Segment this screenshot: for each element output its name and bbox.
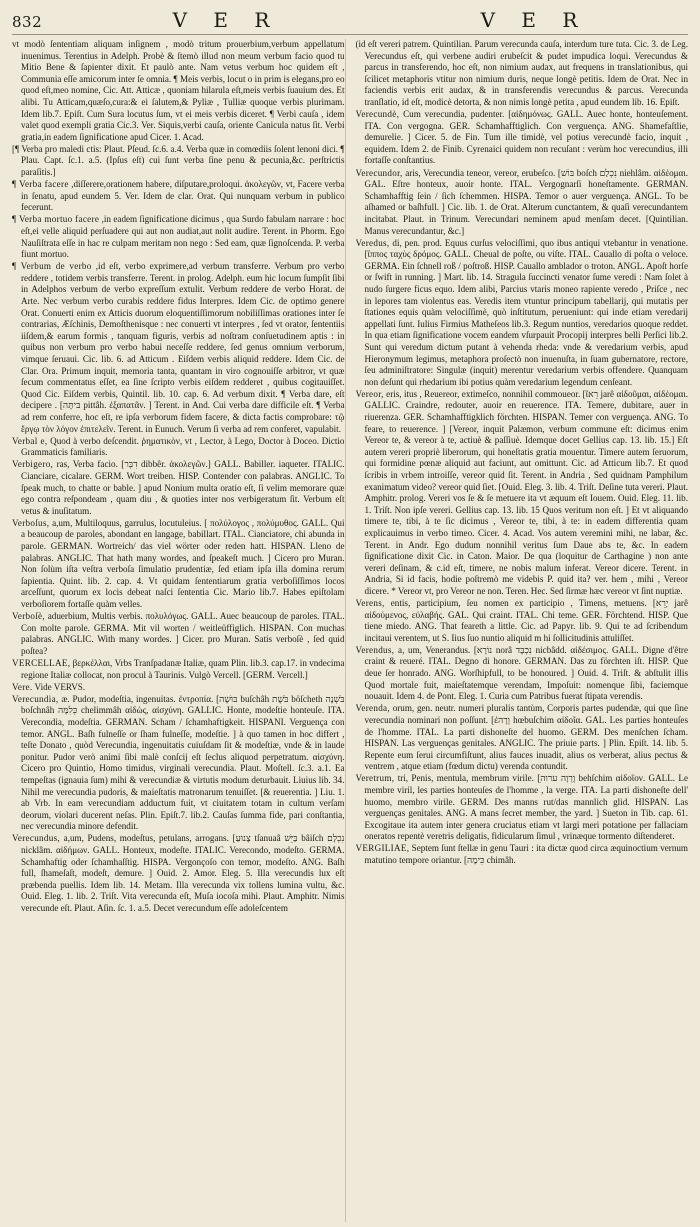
entry-body: a,um, Pudens, modeſtus, petulans, arrogans. [צָנוּעַ tſanuaâ בַּיֵּשׁ bâiſch נִכְלָם nicklâm. αἰδήμων. GALL. Honteux, modeſte. ITALIC. Verecondo, modeſto. GERMA. Schamhaftig oder ſchamhaſſtig. HISPA. Vergonçoſo con temor, modeſto. ANG. Baſh full, ſhameſaſt, modeſt, demure. ] Ouid. 2. Amor. Eleg. 5. Illa verecundis lux eſt præbenda puellis. Idem lib. 14. Metam. Illa verecunda vix tollens lumina vultu, &c. Ouid. Eleg. 1. lib. 2. Triſt. Vita verecunda eſt, Muſa iocoſa mihi. Plaut. Amphitr. Nimis verecunde eſt. Plaut. Aſin. ſc. 1. a.5. Decet verecundum eſſe adoleſcentem xyxy=(21,833,345,913)
page-number: 832 xyxy=(12,13,43,31)
dictionary-entry xyxy=(12,436,345,459)
running-head-right: V E R xyxy=(480,8,588,32)
dictionary-entry xyxy=(12,518,345,611)
entry-body: a, um, Venerandus. [נוֹרָא norâ נִכְבָּד nicbâdd. αἰδέσιμος. GALL. Digne d'être craint & reueré. ITAL. Degno di honore. GERMAN. Das zu förchten iſt. HISP. Que deue ſer honrado. ANG. Worſhipfull, to be honoured. ] Ouid. 4. Triſt. & abſtulit illis Quod mortale fuit, maieſtatemque verendam, Impoſuit: nomenque ſibi, faciemque nouauit. Idem 4. de Pont. Eleg. 1. Curia cum Patribus fuerat ſtipata verendis. xyxy=(364,644,688,702)
dictionary-entry xyxy=(12,682,345,694)
entry-headword: Verbal e, xyxy=(12,435,48,446)
dictionary-entry xyxy=(12,261,345,435)
dictionary-entry xyxy=(12,39,345,143)
entry-body: ras, Verba facio. [דִבְּר dibbêr. ἀκολεγῶν.] GALL. Babiller. iaqueter. ITALIC. Cianciare, cicalare. GERM. Wort treiben. HISP. Contender con palabras. ANGLIC. To ſpeak much, to chatte or bable. ] apud Nonium multa oratio eſt, ſi velim memorare quæ ego contra reſpondeam , quam diu , & quoties inter nos verbigeratum ſit. Verbum eſt vetus & inuſitatum. xyxy=(21,459,345,516)
dictionary-entry xyxy=(356,168,689,238)
left-column xyxy=(12,39,346,1222)
entry-headword: Verboſè, xyxy=(12,611,45,622)
entry-headword: Verboſus, xyxy=(12,517,50,528)
entry-headword: Vereor, xyxy=(355,388,384,399)
entry-headword: Verecundus, xyxy=(12,833,60,844)
entry-body: aduerbium, Multis verbis. πολυλόγως. GALL. Auec beaucoup de paroles. ITAL. Con molte parole. GERMA. Mit vil worten / weitleüffiglich. HISPAN. Con muchas palabras. ANGLIC. With many wordes. ] Cicer. pro Muran. Satis verboſè , ſed quid poſtea? xyxy=(21,611,345,656)
dictionary-entry xyxy=(356,389,689,598)
entry-body: ,diſſerere,orationem habere, diſputare,proloqui. ἀκολεγῶν, vt, Facere verba in ſenatu, apud eundem 5. Ver. Idem de clar. Orat. Qui nunquam verbum in publico fecerunt. xyxy=(21,179,345,213)
running-head-left: V E R xyxy=(172,8,280,32)
dictionary-entry xyxy=(12,833,345,914)
entry-body: di, pen. prod. Equus curſus velociſſimi, quo ibus antiqui vtebantur in venatione. [ἵππος ταχὺς δρόμος. GALL. Cheual de poſte, ou viſte. ITAL. Cauallo di poſta o veloce. GERMA. Ein ſchnell roß / poſtroß. HISP. Cauallo amblador o troton. ANGL. Apoſt horſe or ſwift in running. ] Mart. lib. 14. Stragula ſuccincti venator ſume veredi : Nam ſolet à nudo ſurgere ficus equo. Idem alibi, Parcius vtaris moneo rapiente veredo , Priſce , nec in lepores tam violentus eas. Veredis item vtuntur principum tabellarij, qui mutatis per ſtationes equis quàm velociſſimè, quò inſtitutum, perueniunt: qui inde etiam veredarij appellati ſunt. Iulius Firmius Matheſeos lib.3. Regum nuntios, veredarios quoque reddet. In qua etiam ſignificatione vocem eandem vſurpauit Procopij interpres belli Perſici lib.2. Sunt qui veredum dictum putant à vehenda rheda: vnde & veredarium verbis, apud Hieronymum legimus, metaphora proſectò non inuenuſta, in ſuam gubernatore, rectore, ſeu adminiſtratore: Singulæ (inquit) merentur veredarium verbis offendere. Quanquam non deſunt qui rhedarium ibi potius quàm veredarium legendum cenſeant. xyxy=(364,237,688,387)
entry-headword: ¶ Verba mortuo facere xyxy=(12,214,100,225)
dictionary-entry xyxy=(356,598,689,644)
dictionary-entry xyxy=(12,144,345,179)
entry-body: entis, participium, ſeu nomen ex participio , Timens, metuens. [יָרֵא jarê αἰδούμενος, εὐλαβής. GAL. Qui craint. ITAL. Chi teme. GER. Förchtend. HISP. Que tiene miedo. ANG. That feareth a little. Cic. ad Papyr. lib. 9. Qui te ad ſcribendum incitaui verentem, ut S. Iius ſuo nuntio aliquid m hi ſollicitudinis attuliſſet. xyxy=(364,598,688,643)
entry-body: æ. Pudor, modeſtia, ingenuitas. ἐντροπία. [בּוּשָׁה buſchâh בֹּשֶׁת böſcheth בֹּשְׁנָה boſchnâh כְּלִמָּה chelimmâh αἰδὼς, αἰσχύνη. GALLIC. Honte, modeſtie honteuſe. ITA. Verecondia, modeſtia. GERMAN. Scham / ſchamhaftigkeit. HISPANI. Verguença con temor. ANGL. Baſh fulneſſe or ſham fulneſſe, modeſtie. ] à quo tamen in hoc differt , teſte Donato , quòd Verecundia, ingenuitatis cuiuſdam ſit & modeſtiæ, vnde & in laude ponitur. Pudor verò animi ſibi malè conſcij eſt ſeclus aliquod perpetratum. αἰσχύνη. Cicero pro Quintio, Homo timidus, virginali verecundia. Plaut. Moſtell. ſc.3. a.1. Ea tempeſtas (ignauia ſum) mihi & verecundiæ & virtutis modum deturbauit. Liuius lib. 34. Nihil me verecundia pudoris, & maieſtatis matronarum tenuiſſet. [& reuerentia. ] Liu. 1. ab Vrb. In eam verecundiam adductum fuit, vt ciuitatem totam in cultum verſam deorum, violari ducerent neſas. Plin. Epiſt.7. lib.2. Cauſas ſumma fide, pari conſtantia, nec verecundia minore defendit. xyxy=(21,693,345,832)
dictionary-entry xyxy=(12,214,345,260)
dictionary-entry xyxy=(356,238,689,389)
text-columns xyxy=(12,39,688,1222)
entry-headword: Verenda, xyxy=(355,703,390,714)
entry-body: aris, Verecundia teneor, vereor, erubeſco. [בּוֹשׁ boſch נִכְלַם niehlâm. αἰδέομαι. GAL. Eſtre honteux, auoir honte. ITAL. Vergognarſi honeſtamente. GERMAN. Schamhafftig ſein / ſich ſchemmen. HISPA. Temor o auer verguença. ANGL. To be aſhamed or baſhfull. ] Cic. lib. 1. de Orat. Alterum cunctantem, & quaſi verecundantem incitabat. Plaut. in Trinum. Verecundari neminem apud menſam decet. [Quintilian. Manus verecundantur, &c.] xyxy=(364,167,688,236)
entry-headword: Verbigero, xyxy=(12,459,54,470)
entry-headword: VERCELLAE, xyxy=(12,657,71,668)
entry-body: βερκέλλαι, Vrbs Tranſpadanæ Italiæ, quam Plin. lib.3. cap.17. in vndecima regione Italiæ collocat, non procul à Taurinis. Vulgò Vercell. [GERM. Vercell.] xyxy=(21,657,345,680)
dictionary-entry xyxy=(356,703,689,773)
entry-body: [¶ Verba pro maledi ctis: Plaut. Pſeud. ſc.6. a.4. Verba quæ in comœdiis ſolent lenoni dici. ¶ Plau. Capt. ſc.1. a.5. (Ipſus eſt) cui ſunt verba ſine penu & pecunia,&c. perſtrictis paraſitis.] xyxy=(12,143,345,178)
entry-headword: Vere. xyxy=(12,681,33,692)
entry-headword: ¶ Verba facere xyxy=(12,179,69,190)
dictionary-entry xyxy=(356,109,689,167)
entry-body: Vide VERVS. xyxy=(34,681,86,692)
entry-headword: ¶ Verbum de verbo xyxy=(12,261,92,272)
entry-headword: Veredus, xyxy=(355,237,390,248)
entry-body: Quod à verbo deſcendit. ῥηματικὸν, vt , Lector, à Lego, Doctor à Doceo. Dictio Grammaticis familiaris. xyxy=(21,435,345,458)
entry-body: ,in eadem ſignificatione dicimus , qua Surdo fabulam narrare : hoc eſt,ei velle aliquid perſuadere qui aut non audiat,aut nolit audire. Terent. in Phorm. Ego Nauſiſtrata eſſe in hac re culpam meritam non nego : Sed eam, quæ ſignoſcenda. P. verba fiunt mortuo. xyxy=(21,214,345,260)
dictionary-entry xyxy=(356,773,689,843)
right-column xyxy=(356,39,689,1222)
entry-body: vt modò ſententiam aliquam inſignem , modò tritum prouerbium,verbum appellatum inuenimus. Terentius in Adelph. Probè & ſtemò illud non meum verbum facio quod tu Mitio Bene & ſapienter dixit. Et paulò ante. Nam vetus verbum hoc quidem eſt , Communia eſſe amicorum inter ſe omnia. ¶ Meis verbis, locut o in prim is elegans,pro eo quod eſt,meo nomine, Cic. Att. Atticæ , quoniam hilarula eſt,meis verbis ſuauium des. Et alibi. Tu Atticam,quæſo,cura:& ei ſalutem,& Pyliæ , Tulliæ quoque verbis plurimam. Idem lib.7. Epiſt. Cum Sura locutus ſum, vt ei meis verbis diceret. ¶ Verbi cauſa , idem valet quod exempli gratia Cic.3. Ver. Siquis,verbi cauſa, oriente Canicula natus ſit. Verbi gratia,in eadem ſignificatione apud Cicer. 1. Acad. xyxy=(12,39,345,142)
dictionary-entry xyxy=(356,645,689,703)
dictionary-entry xyxy=(12,459,345,517)
page-header xyxy=(12,8,688,35)
entry-body: ,id eſt, verbo exprimere,ad verbum transferre. Verbum pro verbo reddere , totidem verbis transferre. Terent. in prolog. Adelph. eum hic locum ſumpſit ſibi in Adelphos verbum de verbo expreſſum extulit. Verbum reddere de verbo Horat. de Arte. Nec verbum verbo curabis reddere fidus Interpres. Idem Cic. de optimo genere Orat. Conuerti enim ex Atticis duorum eloquentiſſimorum nobiliſſimas orationes inter ſe contrarias, Æſchinis, Demoſthenisque : nec conuerti vt interpres , ſed vt orator, ſententiis iiſdem,& earum formis , tanquam figuris, verbis ad noſtram conſuetudinem aptis : in quibus non verbum pro verbo habui neceſſe reddere, ſed genus omnium verborum, vimque ſeruaui. Cic. lib. 6. ad Atticum . Eiſdem verbis aliquid reddere. Idem Cic. de Clar. Ora. Primum inquit, memoria tanta, quantam in viro cognouiſſe arbitror, vt quæ ſecum commentatus eſſet, ea ſine ſcripto verbis eiſdem redderet , quibus cogitauiſſet. Quod Cic. Eiſdem verbis, Quintil. lib. 10. cap. 6. Ad verbum dixit. ¶ Verba dare, eſt decipere . [בּיתָּה pittâh. ἐξαπατᾶν. ] Terent. in And. Cui verba dare difficile eſt. ¶ Verba ad rem conferre, hoc eſt, re ipſa verborum fidem facere, & dicta factis comprobare: τῷ ἔργῳ τὸν λόγον ἐπιτελεῖν. Terent. in Eunuch. Verum ſi verba ad rem conferet, vapulabit. xyxy=(21,261,345,434)
entry-headword: Verecundor, xyxy=(355,167,403,178)
entry-headword: Verendus, xyxy=(355,644,395,655)
entry-body: tri, Penis, mentula, membrum virile. [ִוֶרְוָה ערוה behſchim αἰδοῖον. GALL. Le membre viril, les parties honteuſes de l'homme , la verge. ITA. La parti dishoneſte dell' huomo, membro virile. GERM. Des manns rut/das mannlich glid. HISPAN. Las verguenças genitales. ANG. A mans ſecret member, the yard. ] Sueton in Tib. cap. 61. Excogitaue ita autem inter genera cruciatus etiam vt largi meri potatione per fallaciam oneratos repentè veretris deligatis, fidicularum ſimul , vrinæque tormento diſtenderet. xyxy=(364,773,688,842)
dictionary-entry xyxy=(12,658,345,681)
entry-headword: Veretrum, xyxy=(355,773,395,784)
entry-body: a,um, Multiloquus, garrulus, locutuleius. [ πολύλογος , πολύμυθος. GALL. Qui a beaucoup de paroles, abondant en langage, babillart. ITAL. Cianciatore, chi abunda in parole. GERMAN. Wortreich/ das viel wörter oder reden hatt. HISPAN. Lleno de palabras. ANGLIC. That hath many wordes, and ſpeakeſt much. ] Cicero pro Muran. Non ſolùm iſta veſtra verboſa ſimulatio prudentiæ, ſed etiam ipſa illa domina rerum ſapientia. Quint. lib. 2. cap. 4. Vt quidam ſententiarum gratia verboſiſſimos locos arceſſunt, quorum ex locis debeat naſci ſententia Cic. Mario lib.7. Habes epiſtolam verboſiorem fortaſſe quàm velles. xyxy=(21,517,345,609)
dictionary-entry xyxy=(12,694,345,833)
dictionary-entry xyxy=(12,179,345,214)
entry-body: Septem ſunt ſtellæ in genu Tauri : ita dictæ quod circa æquinoctium vernum matutino tempore oriantur. [כִּימָה chimâh. xyxy=(364,843,688,866)
entry-body: (id eſt vereri patrem. Quintilian. Parum verecunda cauſa, interdum ture tuta. Cic. 3. de Leg. Verecundus eſt, qui verbene audiri erubeſcit & pudet impudica loqui. Verecundus & parcus in transferendo, hoc eſt, non nimium audax, aut frequens in translationibus, qui ſcilicet metaphoris vtitur non nimium duris, neque longè petitis. Idem de Orat. Nec in faciendis verbis erit audax, & in transferendis verecundus & parcus. Verecunda tranſlatio, id eſt, modicè detorta, & non nimis longè petita , apud eundem lib. 16. Epiſt. xyxy=(355,39,688,107)
dictionary-entry xyxy=(356,39,689,109)
entry-headword: Verecundia, xyxy=(12,693,59,704)
entry-body: eris, itus , Reuereor, extimeſco, nonnihil commoueor. [ἵרֵא jarê αἰδοῦμαι, αἰδέομαι. GALLIC. Craindre, redouter, auoir en reuerence. ITA. Temere, dubitare, auer in riuerenza. GER. Schamhafftigklich förchten. HISPAN. Temer con verguença. ANG. To feare, to reuerence. ] [Vereor, inquit Palæmon, verbum commune eſt: dicimus enim Vereor te, & vereor à te, actiuè & paſſiuè. Idemque docet Gellius cap. 13. lib. 15.] Eſt autem vereri propriè liberorum, qui honeſtatis gratia mouentur. Timere autem ſeruorum, qui formidine pœnæ aliquid aut faciunt, aut omittunt. Cic. ad Atticum lib.7. Et quod ſcribis in vrbem introiſſe, vereor quid ſit. Terent. in Andria , Sed quidnam Pamphilum exanimatum video? vereor quid ſiet. [Ouid. Eleg. 3. lib. 4. Triſt. Deſine tuta vereri. Plaut. Amphitr. prolog. Vereri vos ſe & ſe metuere ita vt æquum eſt Iouem. Ouid. Eleg. 11. lib. 1. Triſt. Non ipſe vereri. Gellius cap. 13. lib. 15 Quos veritum non eſt. ] Et vt aliquando timere te, tibi, à te ſic dicimus , Vereor te, tibi, à te: in eadem differentia quam explicauimus in verbo timeo. Cicer. 4. Acad. Vos autem veremini mihi, ne labar, &c. Terent. in Andr. Ego dudum nonnihil veritus ſum Daue abs te, &c. In eadem ſignificatione dixit Cic. in Caton. Maior. De qua (loquitur de Carthagine ) non ante vereri deſinam, & c.id eſt, timere, ne nobis malum inferat. Vereor dicere. Terent. in Andria, Si id facis, hodie poſtremò me videbis P. quid ita? ver. hem , mihi , Vereor dicere. * Vereor vt, pro Vereor ne non. Teren. Hec. Sed ſirmæ hæc vereor vt ſint nuptiæ. xyxy=(364,388,688,596)
dictionary-entry xyxy=(12,611,345,657)
entry-headword: Verens, xyxy=(355,598,385,608)
entry-body: Cum verecundia, pudenter. [αἰδημόνως. GALL. Auec honte, honteuſement. ITA. Con vergogna. GER. Schamhafftiglich. Con verguença. ANG. Shamefaſtlie, demurelie. ] Cicer. 5. de Fin. Tum ille timidè, vel potius verecundè facio, inquit , equidem. Idem 2. de Finib. Cyrenaici quidem non recuſant : verùm hoc verecundius, illi fortaſſe conſtantius. xyxy=(364,109,688,166)
entry-body: orum, gen. neutr. numeri pluralis tantùm, Corporis partes pudendæ, qui que ſine verecundia nominari non poſſunt. [ἐוְרָה hœbuſchim αἰδοῖα. GAL. Les parties honteuſes de l'homme. ITAL. La parti dishoneſte del huomo. GERM. Des menſchen ſcham. HISPAN. Las verguenças genitales. ANGLIC. The priuie parts. ] Plin. Epiſt. 14. lib. 5. Repente eum ſerui circumfiſtunt, alius fauces inuadit, alius os verberat, alius pectus & ventrem , atque etiam (fœdum dictu) verenda contundit. xyxy=(364,703,688,772)
entry-headword: VERGILIAE, xyxy=(355,843,410,854)
dictionary-entry xyxy=(356,843,689,866)
entry-headword: Verecundè, xyxy=(355,109,400,120)
